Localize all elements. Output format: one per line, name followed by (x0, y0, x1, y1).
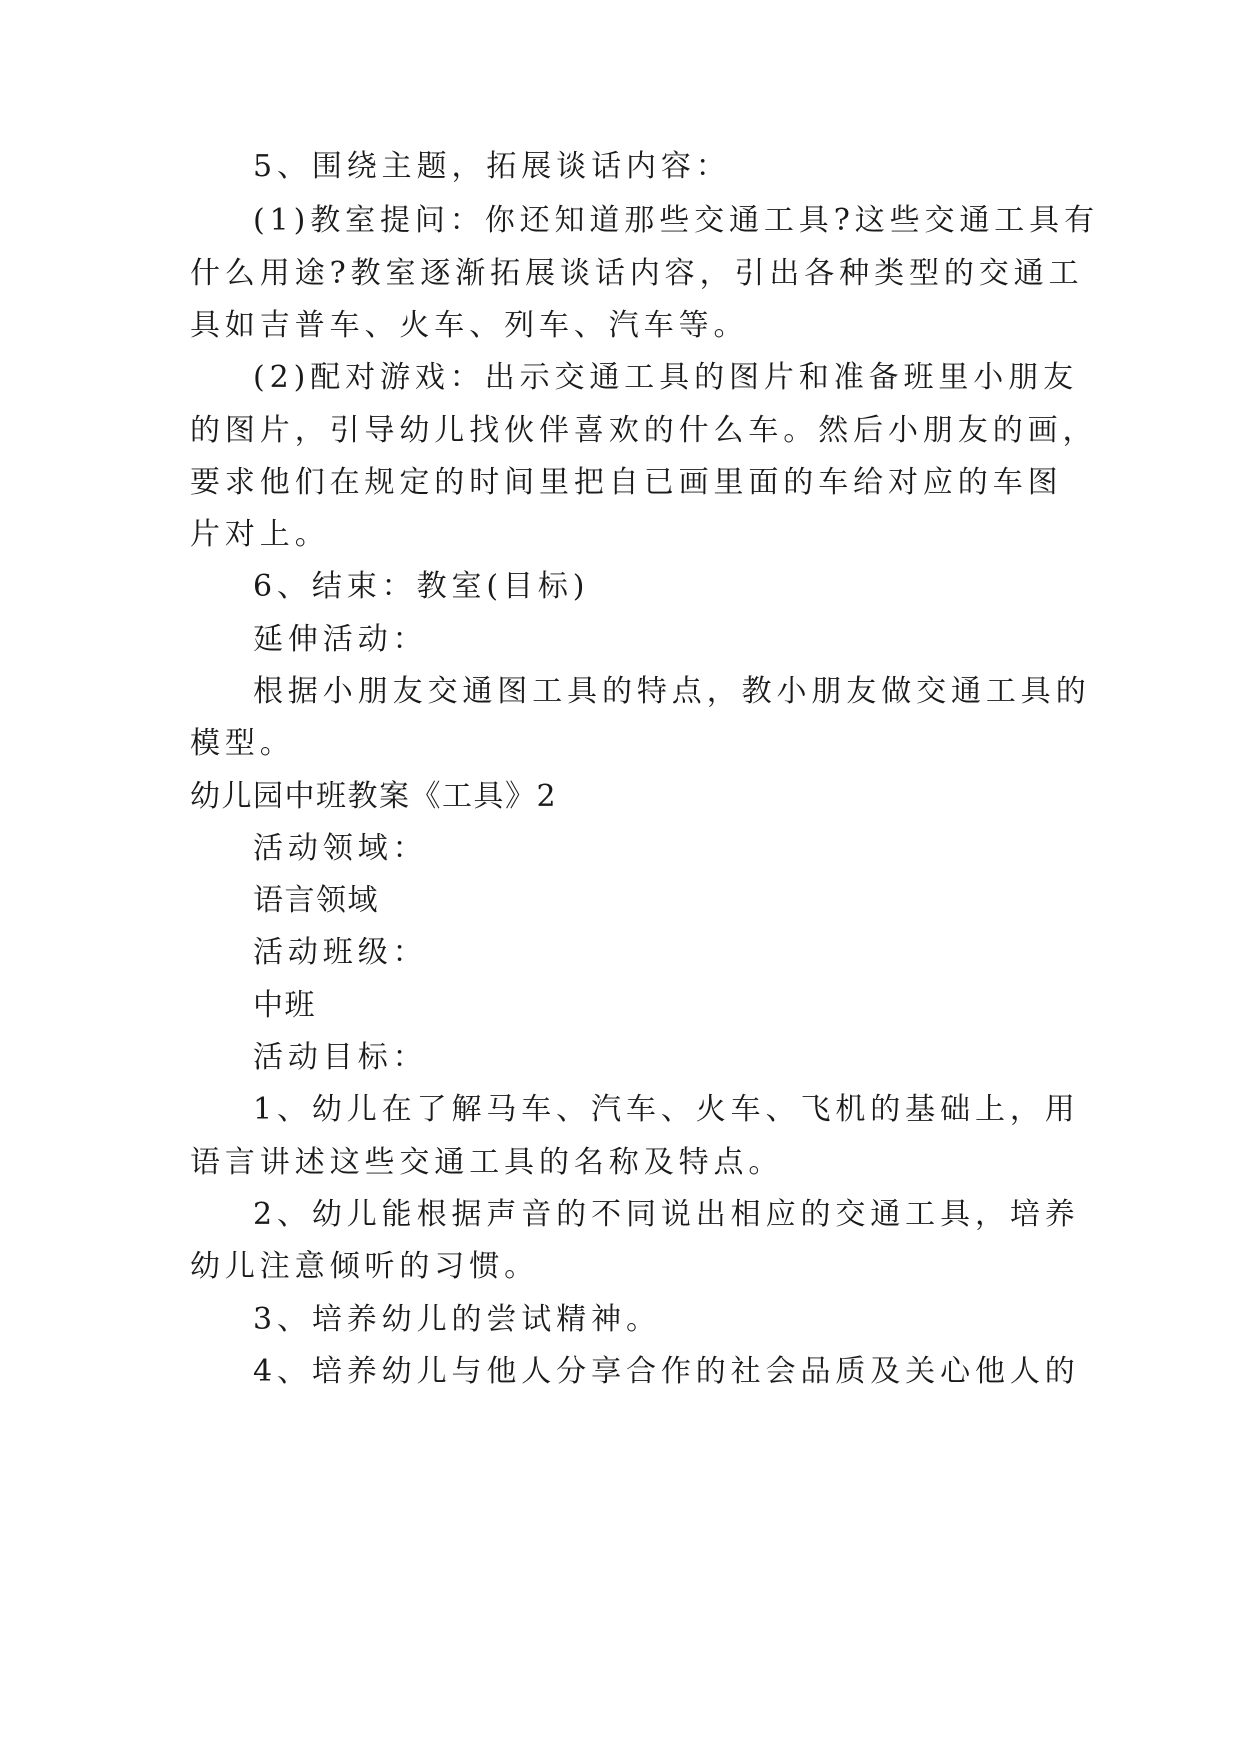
paragraph-line: 具如吉普车、火车、列车、汽车等。 (190, 308, 749, 343)
paragraph-line: 片对上。 (190, 517, 330, 552)
paragraph-line: 1、幼儿在了解马车、汽车、火车、飞机的基础上，用 (253, 1092, 1080, 1127)
paragraph-line: 什么用途?教室逐渐拓展谈话内容，引出各种类型的交通工 (190, 256, 1084, 291)
paragraph-line: 根据小朋友交通图工具的特点，教小朋友做交通工具的 (253, 674, 1091, 709)
paragraph-line: 模型。 (190, 726, 295, 761)
paragraph-line: 语言领域 (253, 883, 379, 918)
paragraph-line: 的图片，引导幼儿找伙伴喜欢的什么车。然后小朋友的画， (190, 413, 1098, 448)
paragraph-line: (2)配对游戏：出示交通工具的图片和准备班里小朋友 (253, 360, 1078, 395)
paragraph-line: (1)教室提问：你还知道那些交通工具?这些交通工具有 (253, 203, 1099, 238)
paragraph-line: 5、围绕主题，拓展谈话内容： (253, 149, 731, 184)
paragraph-line: 活动班级： (253, 935, 428, 970)
paragraph-line: 活动领域： (253, 831, 428, 866)
paragraph-line: 活动目标： (253, 1040, 428, 1075)
paragraph-line: 3、培养幼儿的尝试精神。 (253, 1302, 661, 1337)
section-title: 幼儿园中班教案《工具》2 (190, 779, 558, 814)
paragraph-line: 6、结束：教室(目标) (253, 569, 590, 604)
paragraph-line: 延伸活动： (253, 622, 428, 657)
paragraph-line: 幼儿注意倾听的习惯。 (190, 1249, 539, 1284)
paragraph-line: 语言讲述这些交通工具的名称及特点。 (190, 1145, 784, 1180)
paragraph-line: 要求他们在规定的时间里把自已画里面的车给对应的车图 (190, 465, 1063, 500)
paragraph-line: 4、培养幼儿与他人分享合作的社会品质及关心他人的 (253, 1354, 1080, 1389)
paragraph-line: 中班 (253, 988, 316, 1023)
paragraph-line: 2、幼儿能根据声音的不同说出相应的交通工具，培养 (253, 1197, 1080, 1232)
